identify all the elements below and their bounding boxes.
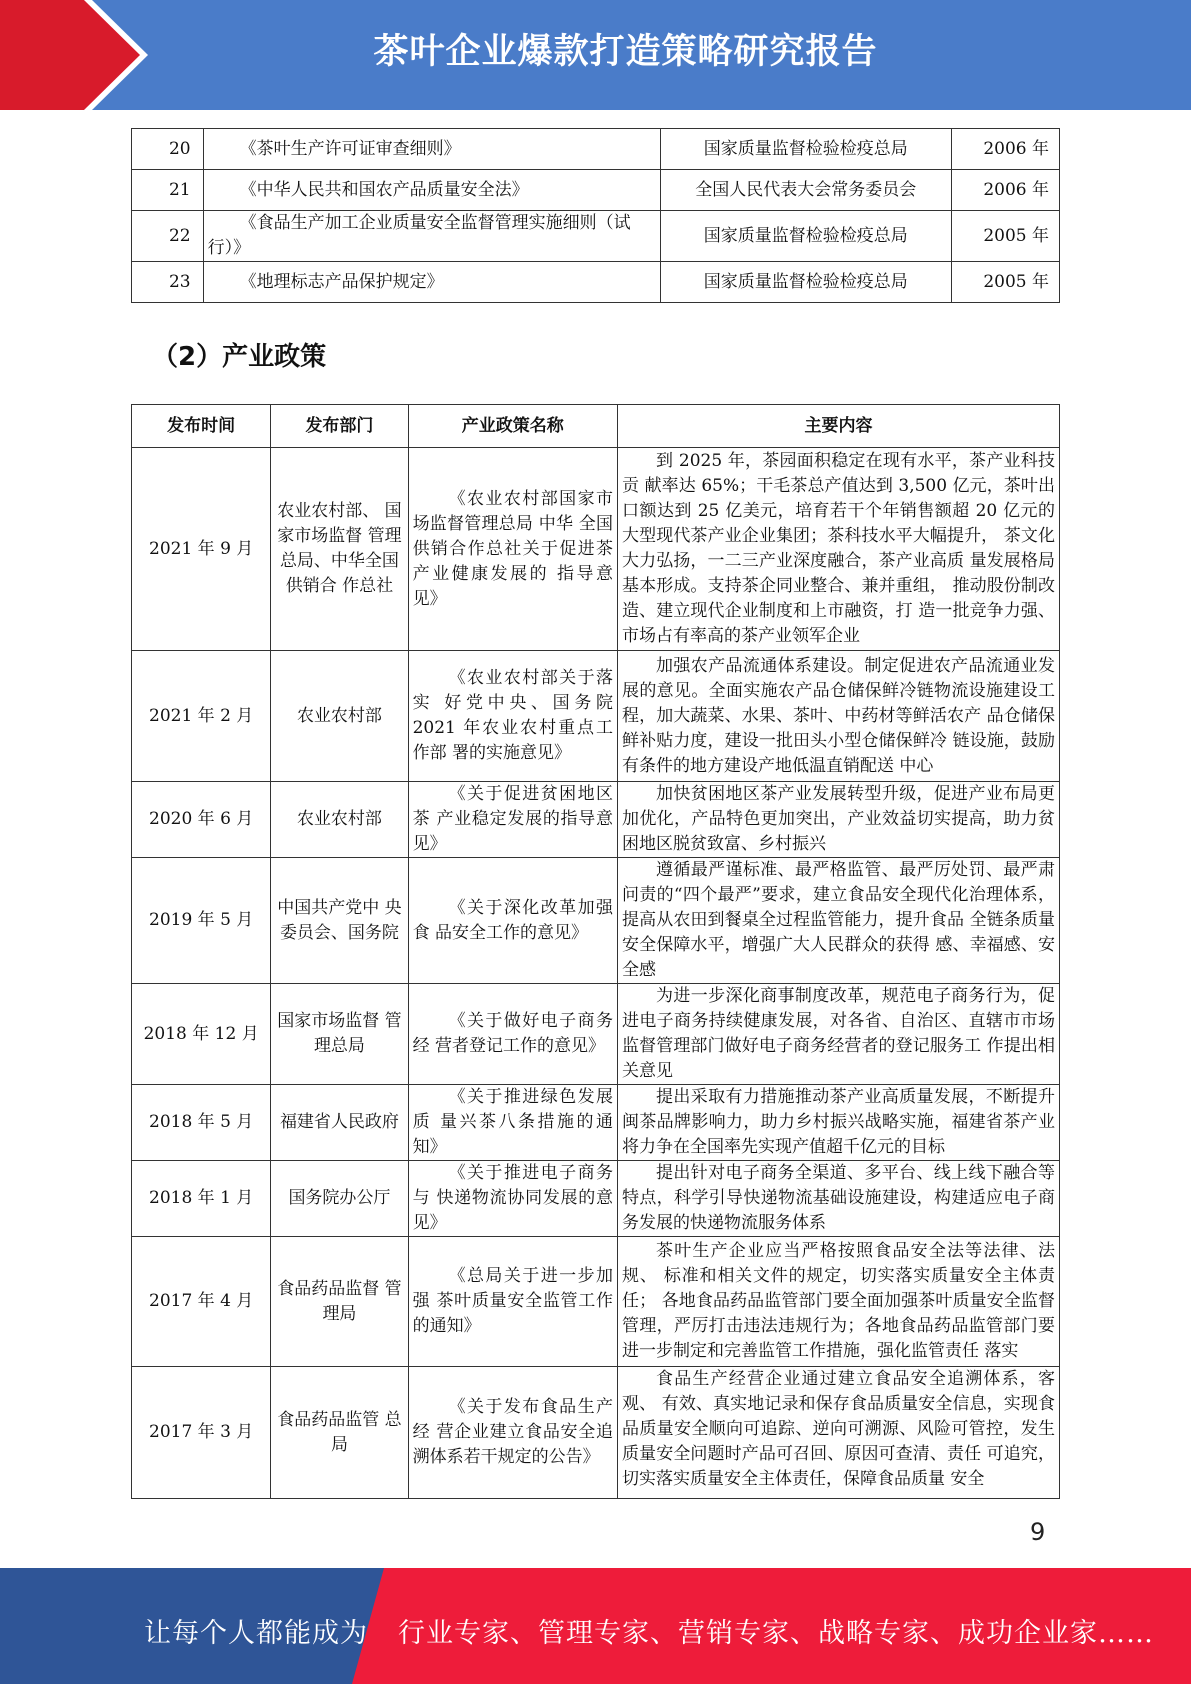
table-row — [132, 129, 1060, 170]
table-row — [132, 448, 1060, 651]
policy-dept: 农业农村部、 国家市场监督 管理总局、中华全国供销合 作总社 — [271, 448, 408, 651]
policy-content: 提出采取有力措施推动茶产业高质量发展，不断提升 闽茶品牌影响力，助力乡村振兴战略实施，福建省茶产业将力争在全国率先实现产值超千亿元的目标 — [618, 1085, 1060, 1161]
policy-date: 2018 年 12 月 — [132, 984, 271, 1085]
policy-content: 提出针对电子商务全渠道、多平台、线上线下融合等 特点，科学引导快递物流基础设施建设，构建适应电子商务发展的快递物流服务体系 — [618, 1161, 1060, 1237]
regulations-table — [131, 128, 1060, 303]
section-title: （2）产业政策 — [152, 342, 327, 372]
reg-num: 20 — [132, 129, 204, 170]
policy-dept: 食品药品监管 总局 — [271, 1367, 408, 1499]
policy-name: 《农业农村部国家市场监督管理总局 中华 全国供销合作总社关于促进茶产业健康发展的 指导意见》 — [408, 448, 617, 651]
reg-year: 2006 年 — [952, 170, 1060, 211]
reg-name: 《中华人民共和国农产品质量安全法》 — [203, 170, 660, 211]
table-row — [132, 1367, 1060, 1499]
footer-slogan-right: 行业专家、管理专家、营销专家、战略专家、成功企业家…… — [398, 1618, 1154, 1649]
policy-content: 遵循最严谨标准、最严格监管、最严厉处罚、最严肃 问责的“四个最严”要求，建立食品安全现代化治理体系，提高从农田到餐桌全过程监管能力，提升食品 全链条质量安全保障水平，增强广大人民群众的获得 感、幸福感、安全感 — [618, 858, 1060, 984]
policy-date: 2021 年 9 月 — [132, 448, 271, 651]
policy-date: 2018 年 1 月 — [132, 1161, 271, 1237]
table-row — [132, 1161, 1060, 1237]
table-row — [132, 984, 1060, 1085]
reg-dept: 国家质量监督检验检疫总局 — [660, 262, 952, 303]
table-row — [132, 651, 1060, 782]
reg-dept: 国家质量监督检验检疫总局 — [660, 129, 952, 170]
policy-dept: 国务院办公厅 — [271, 1161, 408, 1237]
policy-dept: 中国共产党中 央委员会、国务院 — [271, 858, 408, 984]
reg-name: 《食品生产加工企业质量安全监督管理实施细则（试行）》 — [203, 211, 660, 262]
header-date: 发布时间 — [132, 405, 271, 448]
footer-slogan-left: 让每个人都能成为 — [144, 1618, 368, 1649]
table-row — [132, 858, 1060, 984]
page-number: 9 — [1030, 1518, 1046, 1546]
reg-dept: 国家质量监督检验检疫总局 — [660, 211, 952, 262]
policy-date: 2017 年 4 月 — [132, 1237, 271, 1367]
policy-dept: 福建省人民政府 — [271, 1085, 408, 1161]
policy-content: 食品生产经营企业通过建立食品安全追溯体系，客观、 有效、真实地记录和保存食品质量安全信息，实现食 品质量安全顺向可追踪、逆向可溯源、风险可管控，发生质量安全问题时产品可召回、原因可查清、责任 可追究，切实落实质量安全主体责任，保障食品质量 安全 — [618, 1367, 1060, 1499]
reg-num: 22 — [132, 211, 204, 262]
policy-name: 《关于深化改革加强食 品安全工作的意见》 — [408, 858, 617, 984]
policy-content: 到 2025 年，茶园面积稳定在现有水平，茶产业科技贡 献率达 65%；干毛茶总产值达到 3,500 亿元，茶叶出口额达到 25 亿美元，培育若干个年销售额超 20 亿元的大型现代茶产业企业集团；茶科技水平大幅提升， 茶文化大力弘扬，一二三产业深度融合，茶产业高质 量发展格局基本形成。支持茶企同业整合、兼并重组， 推动股份制改造、建立现代企业制度和上市融资，打 造一批竞争力强、市场占有率高的茶产业领军企业 — [618, 448, 1060, 651]
reg-year: 2006 年 — [952, 129, 1060, 170]
header-content: 主要内容 — [618, 405, 1060, 448]
policy-date: 2018 年 5 月 — [132, 1085, 271, 1161]
policy-name: 《关于发布食品生产经 营企业建立食品安全追 溯体系若干规定的公告》 — [408, 1367, 617, 1499]
table-row — [132, 1085, 1060, 1161]
policy-name: 《关于做好电子商务经 营者登记工作的意见》 — [408, 984, 617, 1085]
reg-year: 2005 年 — [952, 262, 1060, 303]
policy-date: 2017 年 3 月 — [132, 1367, 271, 1499]
table-row — [132, 262, 1060, 303]
table-header-row — [132, 405, 1060, 448]
reg-name: 《地理标志产品保护规定》 — [203, 262, 660, 303]
reg-name: 《茶叶生产许可证审查细则》 — [203, 129, 660, 170]
reg-num: 23 — [132, 262, 204, 303]
reg-num: 21 — [132, 170, 204, 211]
policy-name: 《总局关于进一步加强 茶叶质量安全监管工作 的通知》 — [408, 1237, 617, 1367]
policy-content: 为进一步深化商事制度改革，规范电子商务行为，促 进电子商务持续健康发展，对各省、自治区、直辖市市场监督管理部门做好电子商务经营者的登记服务工 作提出相关意见 — [618, 984, 1060, 1085]
table-row — [132, 170, 1060, 211]
header-dept: 发布部门 — [271, 405, 408, 448]
industry-policy-table — [131, 404, 1060, 1499]
reg-year: 2005 年 — [952, 211, 1060, 262]
policy-name: 《关于推进电子商务与 快递物流协同发展的意 见》 — [408, 1161, 617, 1237]
table-row — [132, 782, 1060, 858]
policy-dept: 农业农村部 — [271, 651, 408, 782]
policy-content: 加强农产品流通体系建设。制定促进农产品流通业发 展的意见。全面实施农产品仓储保鲜冷链物流设施建设工程，加大蔬菜、水果、茶叶、中药材等鲜活农产 品仓储保鲜补贴力度，建设一批田头小型仓储保鲜冷 链设施，鼓励有条件的地方建设产地低温直销配送 中心 — [618, 651, 1060, 782]
policy-date: 2020 年 6 月 — [132, 782, 271, 858]
policy-date: 2019 年 5 月 — [132, 858, 271, 984]
table-row — [132, 211, 1060, 262]
page-header — [0, 0, 1191, 110]
reg-dept: 全国人民代表大会常务委员会 — [660, 170, 952, 211]
policy-content: 茶叶生产企业应当严格按照食品安全法等法律、法规、 标准和相关文件的规定，切实落实质量安全主体责任； 各地食品药品监管部门要全面加强茶叶质量安全监督 管理，严厉打击违法违规行为；各地食品药品监管部门要进一步制定和完善监管工作措施，强化监管责任 落实 — [618, 1237, 1060, 1367]
policy-name: 《关于推进绿色发展质 量兴茶八条措施的通知》 — [408, 1085, 617, 1161]
policy-dept: 国家市场监督 管理总局 — [271, 984, 408, 1085]
header-name: 产业政策名称 — [408, 405, 617, 448]
policy-name: 《农业农村部关于落实 好党中央、国务院 2021 年农业农村重点工作部 署的实施意见》 — [408, 651, 617, 782]
policy-name: 《关于促进贫困地区茶 产业稳定发展的指导意 见》 — [408, 782, 617, 858]
policy-dept: 农业农村部 — [271, 782, 408, 858]
policy-content: 加快贫困地区茶产业发展转型升级，促进产业布局更 加优化，产品特色更加突出，产业效益切实提高，助力贫困地区脱贫致富、乡村振兴 — [618, 782, 1060, 858]
policy-dept: 食品药品监督 管理局 — [271, 1237, 408, 1367]
policy-date: 2021 年 2 月 — [132, 651, 271, 782]
report-title: 茶叶企业爆款打造策略研究报告 — [373, 32, 878, 72]
table-row — [132, 1237, 1060, 1367]
